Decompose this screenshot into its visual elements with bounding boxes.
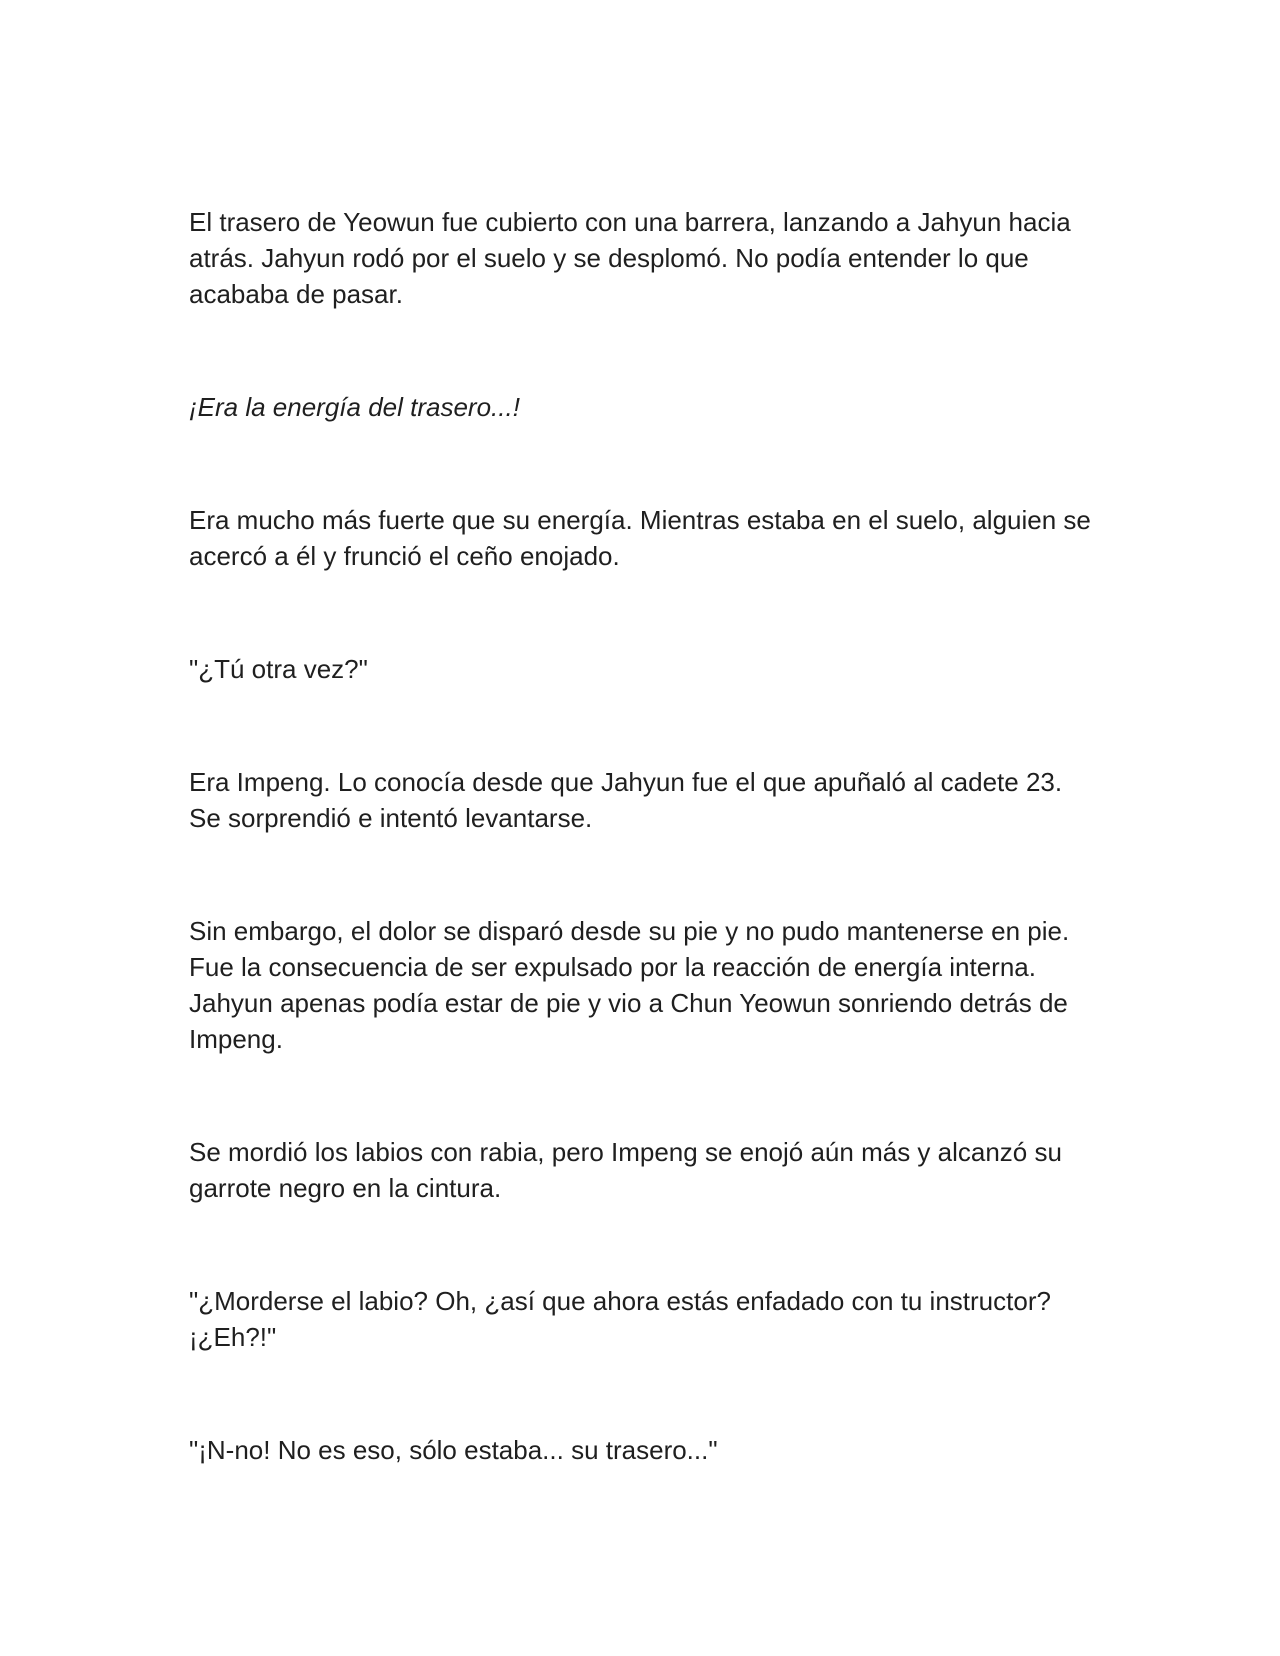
paragraph-4-dialogue: "¿Tú otra vez?" xyxy=(189,654,368,684)
paragraph-3: Era mucho más fuerte que su energía. Mientras estaba en el suelo, alguien se acercó a él y frunció el ceño enojado. xyxy=(189,505,1091,571)
document-body xyxy=(189,204,1099,1468)
paragraph-5: Era Impeng. Lo conocía desde que Jahyun fue el que apuñaló al cadete 23. Se sorprendió e intentó levantarse. xyxy=(189,767,1063,833)
paragraph-6: Sin embargo, el dolor se disparó desde su pie y no pudo mantenerse en pie. Fue la consecuencia de ser expulsado por la reacción de energía interna. Jahyun apenas podía estar de pie y vio a Chun Yeowun sonriendo detrás de Impeng. xyxy=(189,916,1070,1054)
paragraph-2-italic-thought: ¡Era la energía del trasero...! xyxy=(189,392,520,422)
paragraph-9-dialogue: "¡N-no! No es eso, sólo estaba... su trasero..." xyxy=(189,1435,718,1465)
paragraph-1: El trasero de Yeowun fue cubierto con una barrera, lanzando a Jahyun hacia atrás. Jahyun rodó por el suelo y se desplomó. No podía entender lo que acababa de pasar. xyxy=(189,207,1071,309)
paragraph-7: Se mordió los labios con rabia, pero Impeng se enojó aún más y alcanzó su garrote negro en la cintura. xyxy=(189,1137,1062,1203)
paragraph-8-dialogue: "¿Morderse el labio? Oh, ¿así que ahora estás enfadado con tu instructor? ¡¿Eh?!" xyxy=(189,1286,1051,1352)
